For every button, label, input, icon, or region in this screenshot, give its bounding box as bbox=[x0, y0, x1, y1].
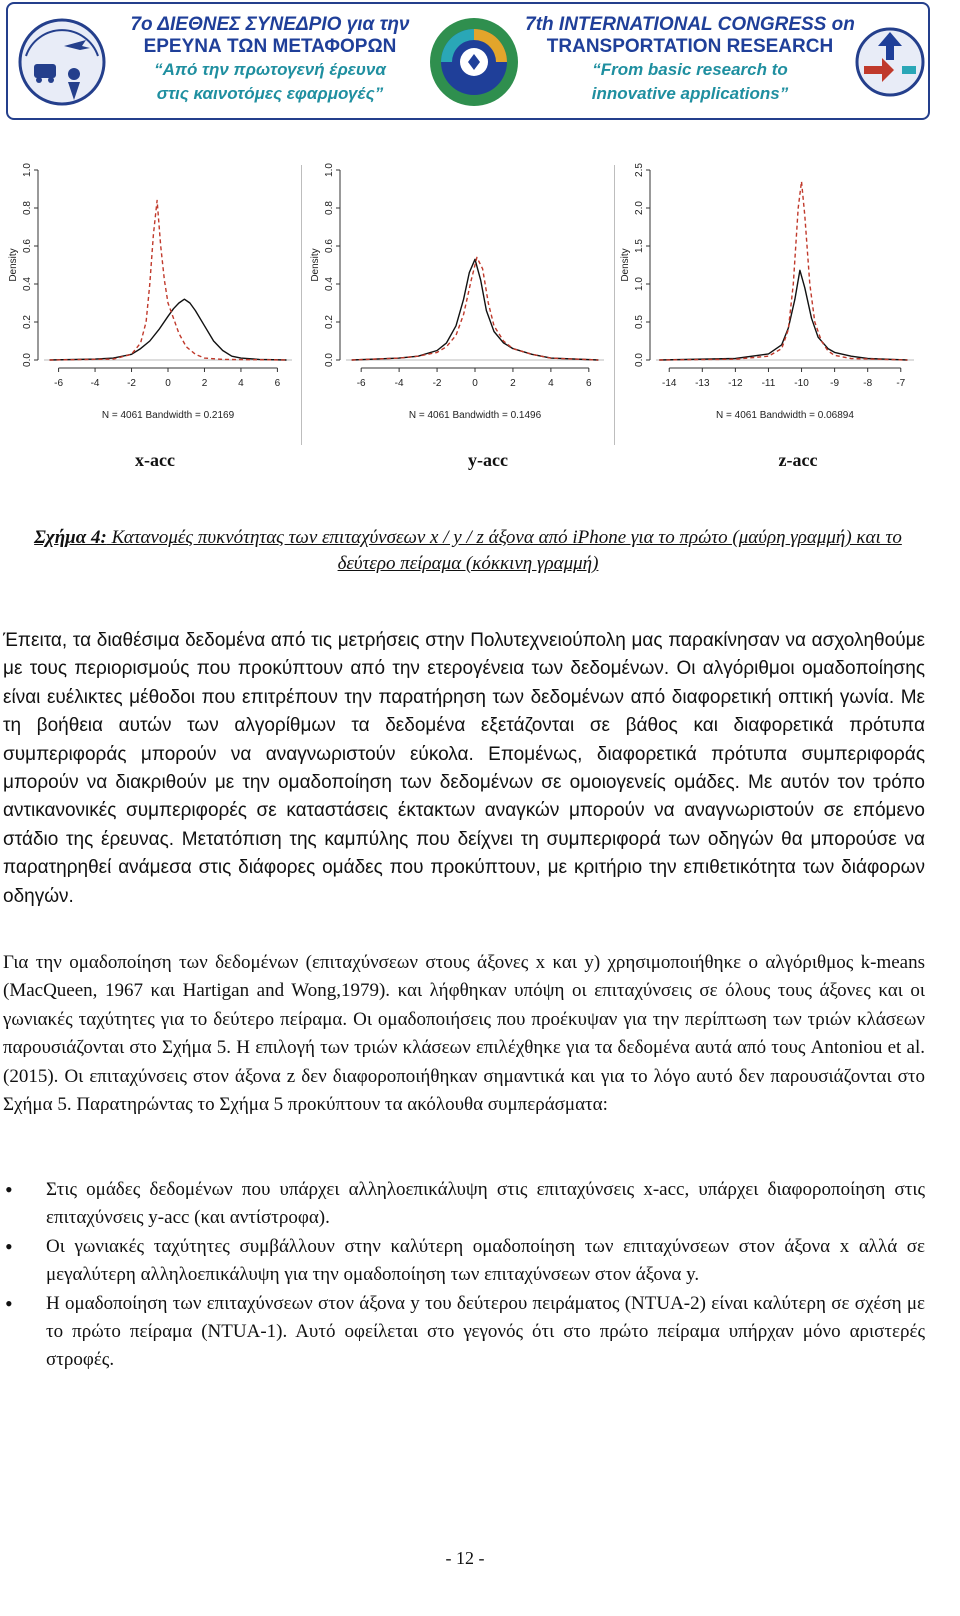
y-tick-label: 0.2 bbox=[22, 315, 33, 329]
x-tick-label: 4 bbox=[238, 378, 244, 389]
series-line-red-dashed bbox=[659, 181, 907, 360]
chart-label-x-acc: x-acc bbox=[135, 450, 175, 470]
y-axis-label: Density bbox=[310, 248, 321, 282]
x-axis-label: N = 4061 Bandwidth = 0.06894 bbox=[716, 410, 854, 421]
y-tick-label: 1.5 bbox=[634, 239, 645, 253]
direction-arrows-logo-icon bbox=[854, 14, 926, 110]
y-tick-label: 0.6 bbox=[22, 239, 33, 253]
chart-label-y-acc: y-acc bbox=[468, 450, 508, 470]
banner-gr-line4: στις καινοτόμες εφαρμογές” bbox=[156, 84, 384, 103]
paragraph-2: Για την ομαδοποίηση των δεδομένων (επιταχύνσεων στους άξονες x και y) χρησιμοποιήθηκε ο αλγόριθμος k-means (MacQueen, 1967 και Hartigan and Wong,1979). και λήφθηκαν υπόψη οι επιταχύνσεις σε όλους τους άξονες και οι γωνιακές ταχύτητες για το δεύτερο πείραμα. Οι ομαδοποιήσεις που προέκυψαν για την περίπτωση των τριών κλάσεων παρουσιάζονται στο Σχήμα 5. Η επιλογή των τριών κλάσεων επιλέχθηκε για τα δεδομένα αυτά από τους Antoniou et al. (2015). Οι επιταχύνσεις στον άξονα z δεν διαφοροποιήθηκαν σημαντικά και για το λόγο αυτό δεν παρουσιάζονται στο Σχήμα 5. Παρατηρώντας το Σχήμα 5 προκύπτουν τα ακόλουθα συμπεράσματα: bbox=[3, 952, 925, 1116]
x-tick-label: -6 bbox=[54, 378, 64, 389]
x-axis-label: N = 4061 Bandwidth = 0.1496 bbox=[408, 410, 542, 421]
conference-banner bbox=[6, 2, 930, 120]
density-chart-x-acc bbox=[8, 160, 298, 440]
y-tick-label: 0.8 bbox=[22, 201, 33, 215]
x-tick-label: -2 bbox=[127, 378, 136, 389]
banner-gr-line1: 7ο ΔΙΕΘΝΕΣ ΣΥΝΕΔΡΙΟ για την bbox=[130, 14, 410, 35]
figure-caption-text: Κατανομές πυκνότητας των επιταχύνσεων x / y / z άξονα από iPhone για το πρώτο (μαύρη γραμμή) και το δεύτερο πείραμα (κόκκινη γραμμή) bbox=[106, 527, 902, 574]
y-tick-label: 0.6 bbox=[324, 239, 335, 253]
list-item: • Η ομαδοποίηση των επιταχύνσεων στον άξονα y του δεύτερου πειράματος (NTUA-2) είναι καλύτερη σε σχέση με το πρώτο πείραμα (NTUA-1). Αυτό οφείλεται στο γεγονός ότι στο πρώτο πείραμα υπήρχαν μόνο αριστερές στροφές. bbox=[3, 1290, 925, 1375]
banner-en-line4: innovative applications” bbox=[591, 84, 789, 103]
x-tick-label: -14 bbox=[662, 378, 677, 389]
series-line-black bbox=[659, 270, 907, 360]
series-line-black bbox=[50, 299, 287, 360]
x-axis-label: N = 4061 Bandwidth = 0.2169 bbox=[101, 410, 235, 421]
banner-en-line2: TRANSPORTATION RESEARCH bbox=[546, 36, 834, 57]
congress-logo-icon bbox=[426, 12, 522, 112]
paragraph-1: Έπειτα, τα διαθέσιμα δεδομένα από τις μετρήσεις στην Πολυτεχνειούπολη μας παρακίνησαν να ασχοληθούμε με τους περιορισμούς που προκύπτουν από την ετερογένεια των δεδομένων. Οι αλγόριθμοι ομαδοποίησης είναι ευέλικτες μέθοδοι που επιτρέπουν την παρατήρηση των δεδομένων από διαφορετική οπτική γωνία. Με τη βοήθεια αυτών των αλγορίθμων τα δεδομένα εξετάζονται σε βάθος και διαφορετικά πρότυπα συμπεριφοράς μπορούν να αναγνωριστούν εύκολα. Επομένως, διαφορετικά πρότυπα συμπεριφοράς μπορούν να διακριθούν με την ομαδοποίηση των δεδομένων σε ομοιογενείς ομάδες. Με αυτόν τον τρόπο αντικανονικές συμπεριφορές σε καταστάσεις έκτακτων αναγκών μπορούν να αναγνωριστούν σε επόμενο στάδιο της έρευνας. Μετατόπιση της καμπύλης που δείχνει τη συμπεριφορά των οδηγών θα μπορούσε να παρατηρηθεί ανάμεσα στις διάφορες ομάδες που προκύπτουν, με κριτήριο την επιθετικότητα των διάφορων οδηγών. bbox=[3, 630, 925, 907]
y-tick-label: 0.4 bbox=[22, 277, 33, 291]
y-tick-label: 1.0 bbox=[22, 163, 33, 177]
x-tick-label: -6 bbox=[356, 378, 366, 389]
banner-en-line1: 7th INTERNATIONAL CONGRESS on bbox=[525, 14, 855, 35]
figure-caption-label: Σχήμα 4: bbox=[34, 527, 107, 548]
density-chart-z-acc bbox=[620, 160, 920, 440]
y-tick-label: 0.0 bbox=[634, 353, 645, 367]
y-tick-label: 0.4 bbox=[324, 277, 335, 291]
density-chart-y-acc bbox=[310, 160, 610, 440]
figure-caption bbox=[18, 525, 918, 577]
banner-gr-line2: ΕΡΕΥΝΑ ΤΩΝ ΜΕΤΑΦΟΡΩΝ bbox=[143, 36, 397, 57]
y-tick-label: 2.0 bbox=[634, 201, 645, 215]
conclusions-list bbox=[3, 1176, 925, 1375]
y-tick-label: 0.0 bbox=[22, 353, 33, 367]
x-tick-label: 2 bbox=[201, 378, 208, 389]
y-tick-label: 1.0 bbox=[634, 277, 645, 291]
banner-english-text bbox=[520, 14, 860, 106]
banner-greek-text bbox=[120, 14, 420, 106]
chart-label-z-acc: z-acc bbox=[778, 450, 818, 470]
banner-gr-line3: “Από την πρωτογενή έρευνα bbox=[154, 60, 386, 79]
x-tick-label: -13 bbox=[695, 378, 710, 389]
x-tick-label: -2 bbox=[432, 378, 442, 389]
y-tick-label: 0.0 bbox=[324, 353, 335, 367]
x-tick-label: -11 bbox=[761, 378, 776, 389]
y-axis-label: Density bbox=[8, 248, 19, 282]
series-line-black bbox=[352, 259, 599, 360]
x-tick-label: 4 bbox=[548, 378, 554, 389]
chart-divider bbox=[301, 165, 302, 445]
y-tick-label: 0.8 bbox=[324, 201, 335, 215]
x-tick-label: -12 bbox=[728, 378, 743, 389]
page-number: - 12 - bbox=[445, 1548, 485, 1568]
x-tick-label: -10 bbox=[794, 378, 809, 389]
x-tick-label: -4 bbox=[90, 378, 100, 389]
x-tick-label: -7 bbox=[896, 378, 906, 389]
x-tick-label: -4 bbox=[394, 378, 404, 389]
list-item: • Οι γωνιακές ταχύτητες συμβάλλουν στην καλύτερη ομαδοποίηση των επιταχύνσεων στον άξονα x αλλά σε μεγαλύτερη αλληλοεπικάλυψη για την ομαδοποίηση των επιταχύνσεων στον άξονα y. bbox=[3, 1233, 925, 1290]
list-item: • Στις ομάδες δεδομένων που υπάρχει αλληλοεπικάλυψη στις επιταχύνσεις x-acc, υπάρχει διαφοροποίηση στις επιταχύνσεις y-acc (και αντίστροφα). bbox=[3, 1176, 925, 1233]
y-tick-label: 1.0 bbox=[324, 163, 335, 177]
banner-en-line3: “From basic research to bbox=[592, 60, 788, 79]
x-tick-label: 6 bbox=[274, 378, 281, 389]
x-tick-label: 0 bbox=[165, 378, 171, 389]
series-line-red-dashed bbox=[50, 200, 287, 360]
y-axis-label: Density bbox=[620, 248, 631, 282]
transport-modes-logo-icon bbox=[16, 16, 112, 108]
x-tick-label: -9 bbox=[830, 378, 840, 389]
y-tick-label: 0.2 bbox=[324, 315, 335, 329]
x-tick-label: 2 bbox=[510, 378, 516, 389]
x-tick-label: 6 bbox=[586, 378, 592, 389]
series-line-red-dashed bbox=[352, 257, 599, 360]
x-tick-label: -8 bbox=[863, 378, 873, 389]
chart-divider bbox=[614, 165, 615, 445]
y-tick-label: 2.5 bbox=[634, 163, 645, 177]
y-tick-label: 0.5 bbox=[634, 315, 645, 329]
x-tick-label: 0 bbox=[472, 378, 478, 389]
